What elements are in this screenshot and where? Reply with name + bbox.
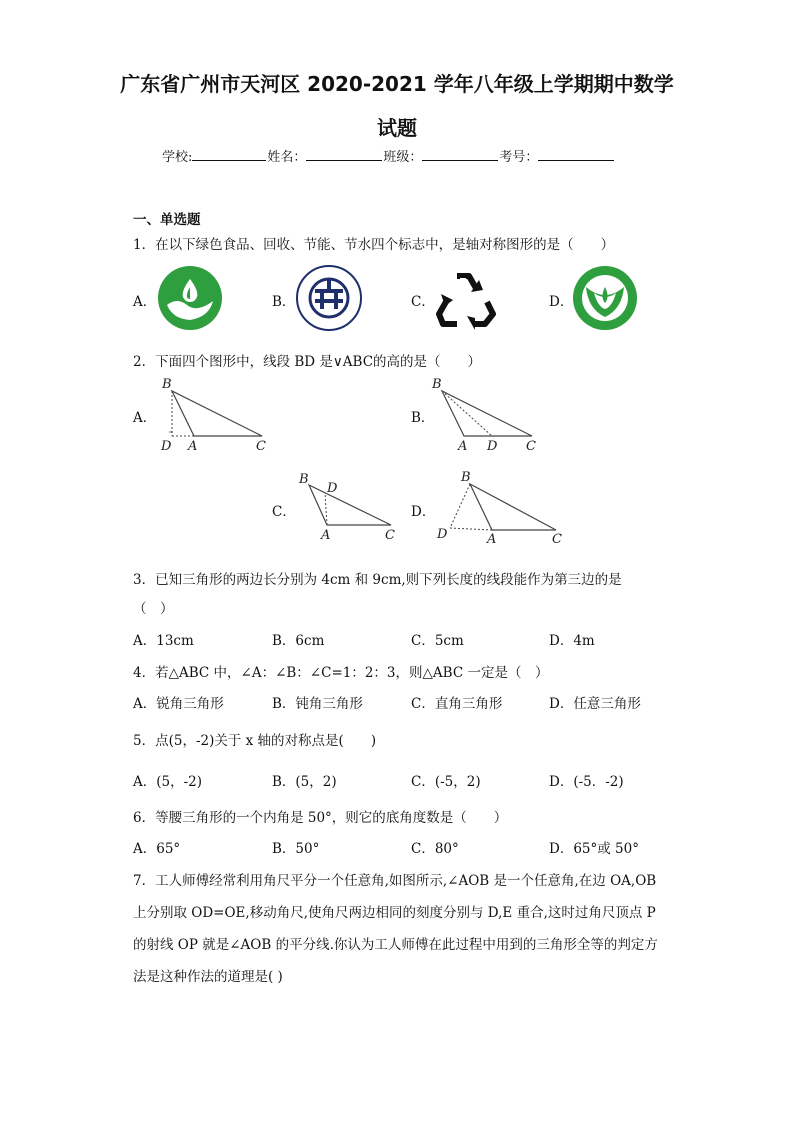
question-3-paren: （ ） (133, 601, 174, 617)
vertex-label-b: B (299, 472, 309, 487)
q6-option-b: B．50° (272, 841, 320, 857)
q2-figure-b (428, 374, 548, 454)
vertex-label-b: B (162, 377, 172, 392)
q4-option-a: A．锐角三角形 (133, 696, 224, 712)
vertex-label-d: D (437, 527, 448, 542)
q1-option-d-label: D． (549, 294, 574, 310)
q4-option-b: B．钝角三角形 (272, 696, 363, 712)
question-2-stem: 2．下面四个图形中，线段 BD 是∨ABC的高的是（ ） (133, 354, 482, 370)
q2-option-c-label: C． (272, 504, 296, 520)
q4-option-c: C．直角三角形 (411, 696, 503, 712)
q5-option-d: D．(-5．-2) (549, 774, 624, 790)
class-label: 班级： (383, 150, 423, 165)
recycling-arrows-logo-icon (433, 266, 499, 332)
q1-option-b-label: B． (272, 294, 296, 310)
q3-option-b: B．6cm (272, 633, 325, 649)
water-saving-logo-icon (572, 265, 638, 331)
vertex-label-a: A (188, 439, 198, 454)
vertex-label-c: C (552, 532, 562, 546)
q5-option-a: A．(5，-2) (133, 774, 203, 790)
name-label: 姓名： (267, 150, 307, 165)
q2-option-a-label: A． (133, 410, 157, 426)
vertex-label-d: D (327, 481, 338, 496)
number-blank[interactable] (538, 148, 614, 161)
q2-figure-c (295, 468, 405, 544)
q2-figure-a (158, 374, 278, 454)
question-5-stem: 5．点(5，-2)关于 x 轴的对称点是( ) (133, 733, 377, 749)
school-label: 学校: (162, 150, 193, 165)
q6-option-a: A．65° (133, 841, 181, 857)
vertex-label-a: A (487, 532, 497, 546)
q1-option-c-label: C． (411, 294, 435, 310)
q5-option-b: B．(5，2) (272, 774, 337, 790)
school-blank[interactable] (192, 148, 266, 161)
q3-option-c: C．5cm (411, 633, 464, 649)
page-title-line2: 试题 (377, 116, 417, 140)
question-1-stem: 1．在以下绿色食品、回收、节能、节水四个标志中，是轴对称图形的是（ ） (133, 237, 615, 253)
name-blank[interactable] (306, 148, 382, 161)
question-3-stem: 3．已知三角形的两边长分别为 4cm 和 9cm,则下列长度的线段能作为第三边的是 (133, 572, 622, 588)
recycle-badge-logo-icon (295, 264, 363, 332)
q1-option-a-label: A． (133, 294, 157, 310)
q2-option-b-label: B． (411, 410, 435, 426)
q6-option-d: D．65°或 50° (549, 841, 639, 857)
vertex-label-d: D (161, 439, 172, 454)
question-7-line-2: 上分别取 OD=OE,移动角尺,使角尺两边相同的刻度分别与 D,E 重合,这时过角尺顶点 P (133, 905, 656, 921)
vertex-label-c: C (385, 528, 395, 543)
vertex-label-c: C (526, 439, 536, 454)
q2-figure-d (432, 466, 568, 546)
section-heading: 一、单选题 (133, 212, 201, 228)
vertex-label-d: D (487, 439, 498, 454)
green-food-logo-icon (157, 265, 223, 331)
number-label: 考号： (499, 150, 539, 165)
vertex-label-a: A (458, 439, 468, 454)
student-info-row (162, 146, 615, 165)
q2-option-d-label: D． (411, 504, 436, 520)
q6-option-c: C．80° (411, 841, 459, 857)
question-7-line-1: 7．工人师傅经常利用角尺平分一个任意角,如图所示,∠AOB 是一个任意角,在边 OA,OB (133, 873, 657, 889)
q5-option-c: C．(-5，2) (411, 774, 481, 790)
question-6-stem: 6．等腰三角形的一个内角是 50°，则它的底角度数是（ ） (133, 810, 508, 826)
q3-option-a: A．13cm (133, 633, 194, 649)
q4-option-d: D．任意三角形 (549, 696, 641, 712)
vertex-label-c: C (256, 439, 266, 454)
question-7-line-4: 法是这种作法的道理是( ) (133, 969, 283, 985)
question-7-line-3: 的射线 OP 就是∠AOB 的平分线.你认为工人师傅在此过程中用到的三角形全等的判定方 (133, 937, 658, 953)
page-title: 广东省广州市天河区 2020-2021 学年八年级上学期期中数学 (120, 72, 674, 96)
class-blank[interactable] (422, 148, 498, 161)
vertex-label-b: B (461, 470, 471, 485)
vertex-label-b: B (432, 377, 442, 392)
question-4-stem: 4．若△ABC 中，∠A：∠B：∠C=1：2：3，则△ABC 一定是（ ） (133, 665, 549, 681)
q3-option-d: D．4m (549, 633, 595, 649)
vertex-label-a: A (321, 528, 331, 543)
